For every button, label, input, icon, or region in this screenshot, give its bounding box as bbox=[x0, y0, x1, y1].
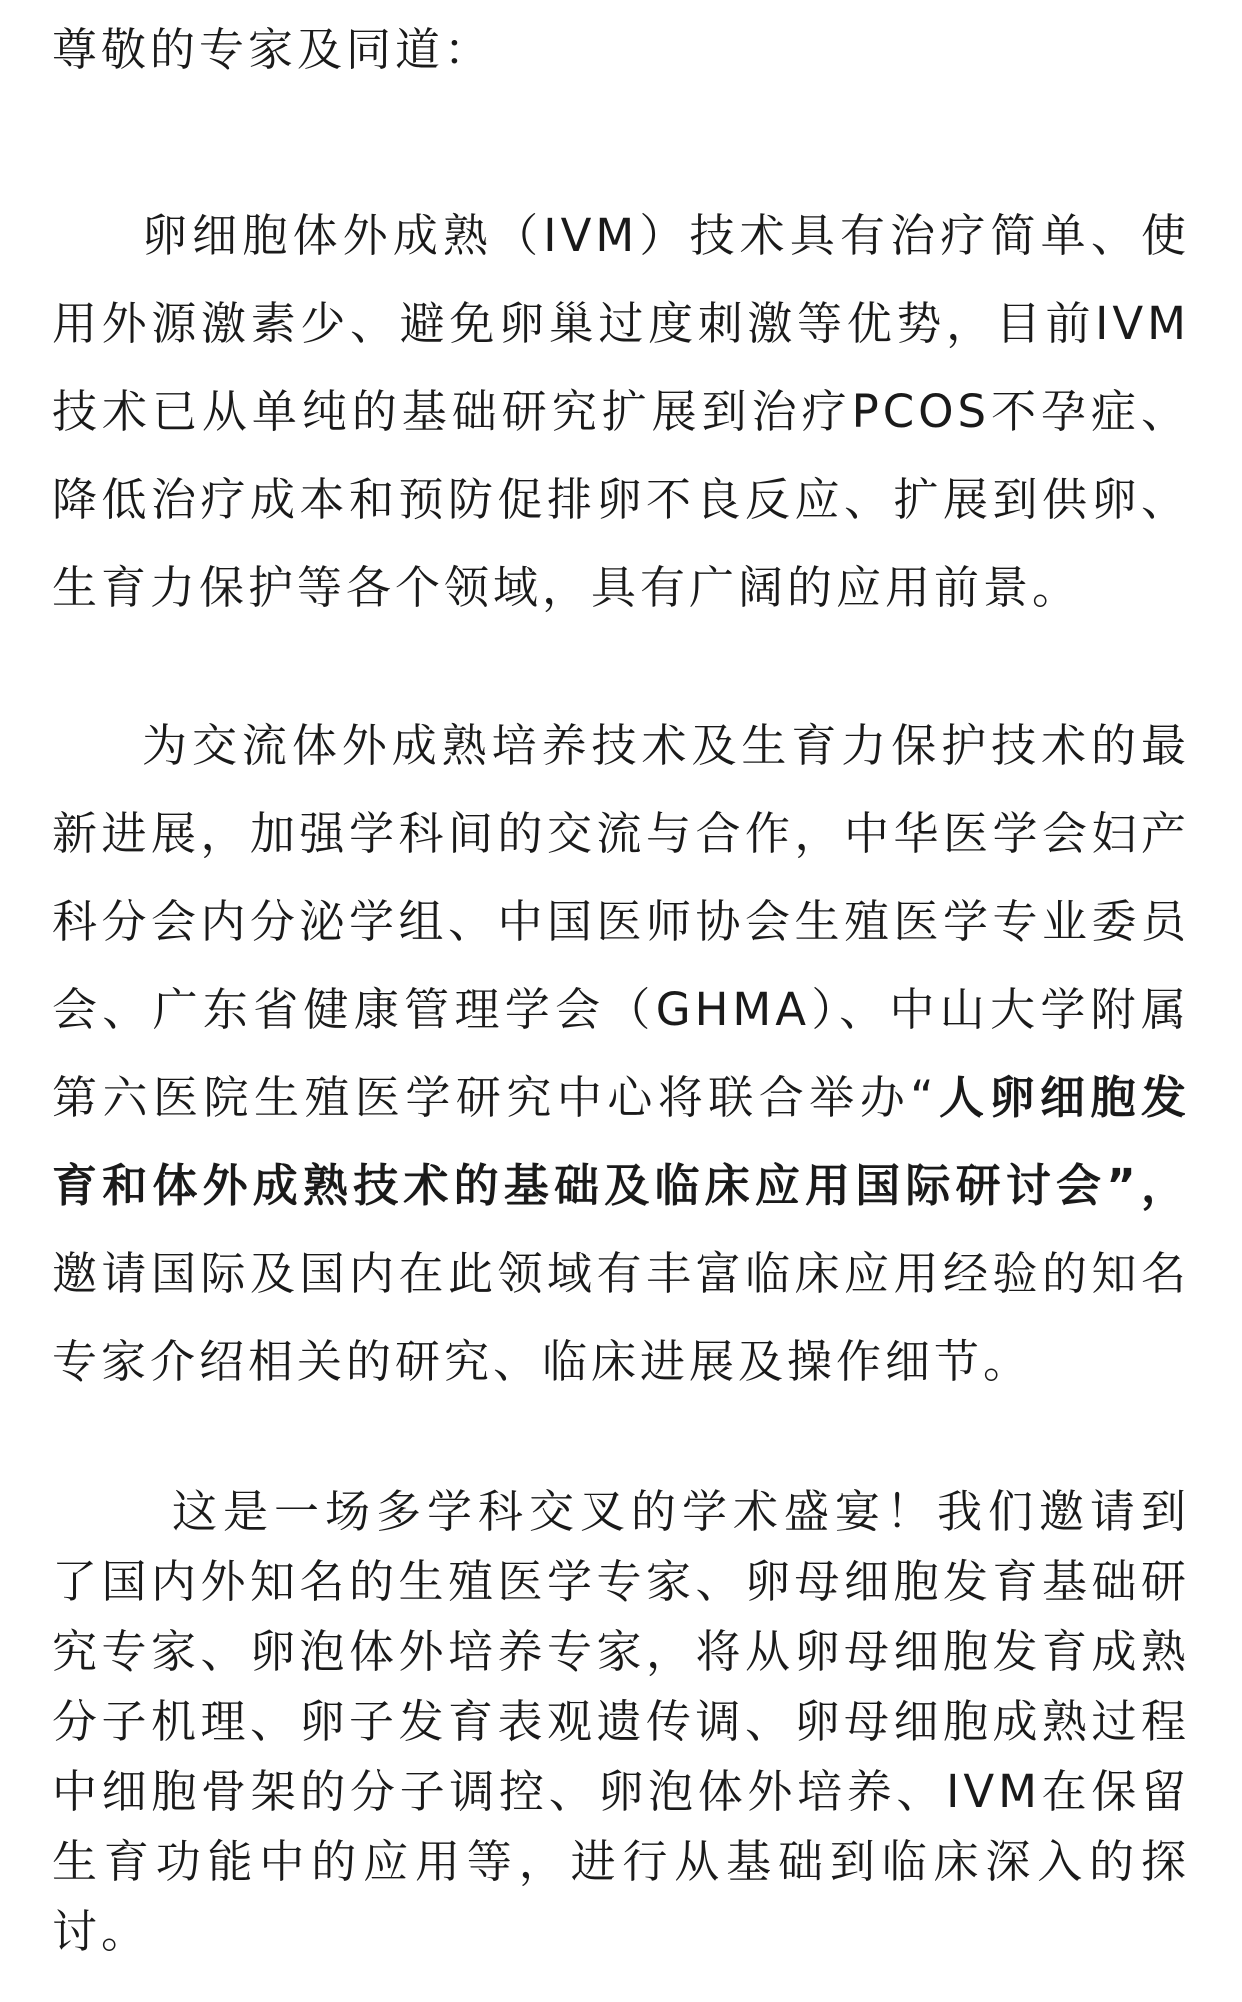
paragraph-text-before: 为交流体外成熟培养技术及生育力保护技术的最新进展，加强学科间的交流与合作，中华医学会妇产科分会内分泌学组、中国医师协会生殖医学专业委员会、广东省健康管理学会（GHMA）、中山大学附属第六医院生殖医学研究中心将联合举办“ bbox=[52, 719, 1190, 1124]
paragraph-symposium-announcement bbox=[52, 702, 1190, 1406]
paragraph-text-after: 邀请国际及国内在此领域有丰富临床应用经验的知名专家介绍相关的研究、临床进展及操作细节。 bbox=[52, 1247, 1190, 1388]
symposium-title-bold: 人卵细胞发育和体外成熟技术的基础及临床应用国际研讨会”， bbox=[52, 1071, 1190, 1212]
paragraph-ivm-intro: 卵细胞体外成熟（IVM）技术具有治疗简单、使用外源激素少、避免卵巢过度刺激等优势，目前IVM技术已从单纯的基础研究扩展到治疗PCOS不孕症、降低治疗成本和预防促排卵不良反应、扩展到供卵、生育力保护等各个领域，具有广阔的应用前景。 bbox=[52, 209, 1190, 614]
greeting: 尊敬的专家及同道： bbox=[52, 23, 494, 76]
paragraph-academic-feast: 这是一场多学科交叉的学术盛宴！我们邀请到了国内外知名的生殖医学专家、卵母细胞发育基础研究专家、卵泡体外培养专家，将从卵母细胞发育成熟分子机理、卵子发育表观遗传调、卵母细胞成熟过程中细胞骨架的分子调控、卵泡体外培养、IVM在保留生育功能中的应用等，进行从基础到临床深入的探讨。 bbox=[52, 1485, 1190, 1958]
